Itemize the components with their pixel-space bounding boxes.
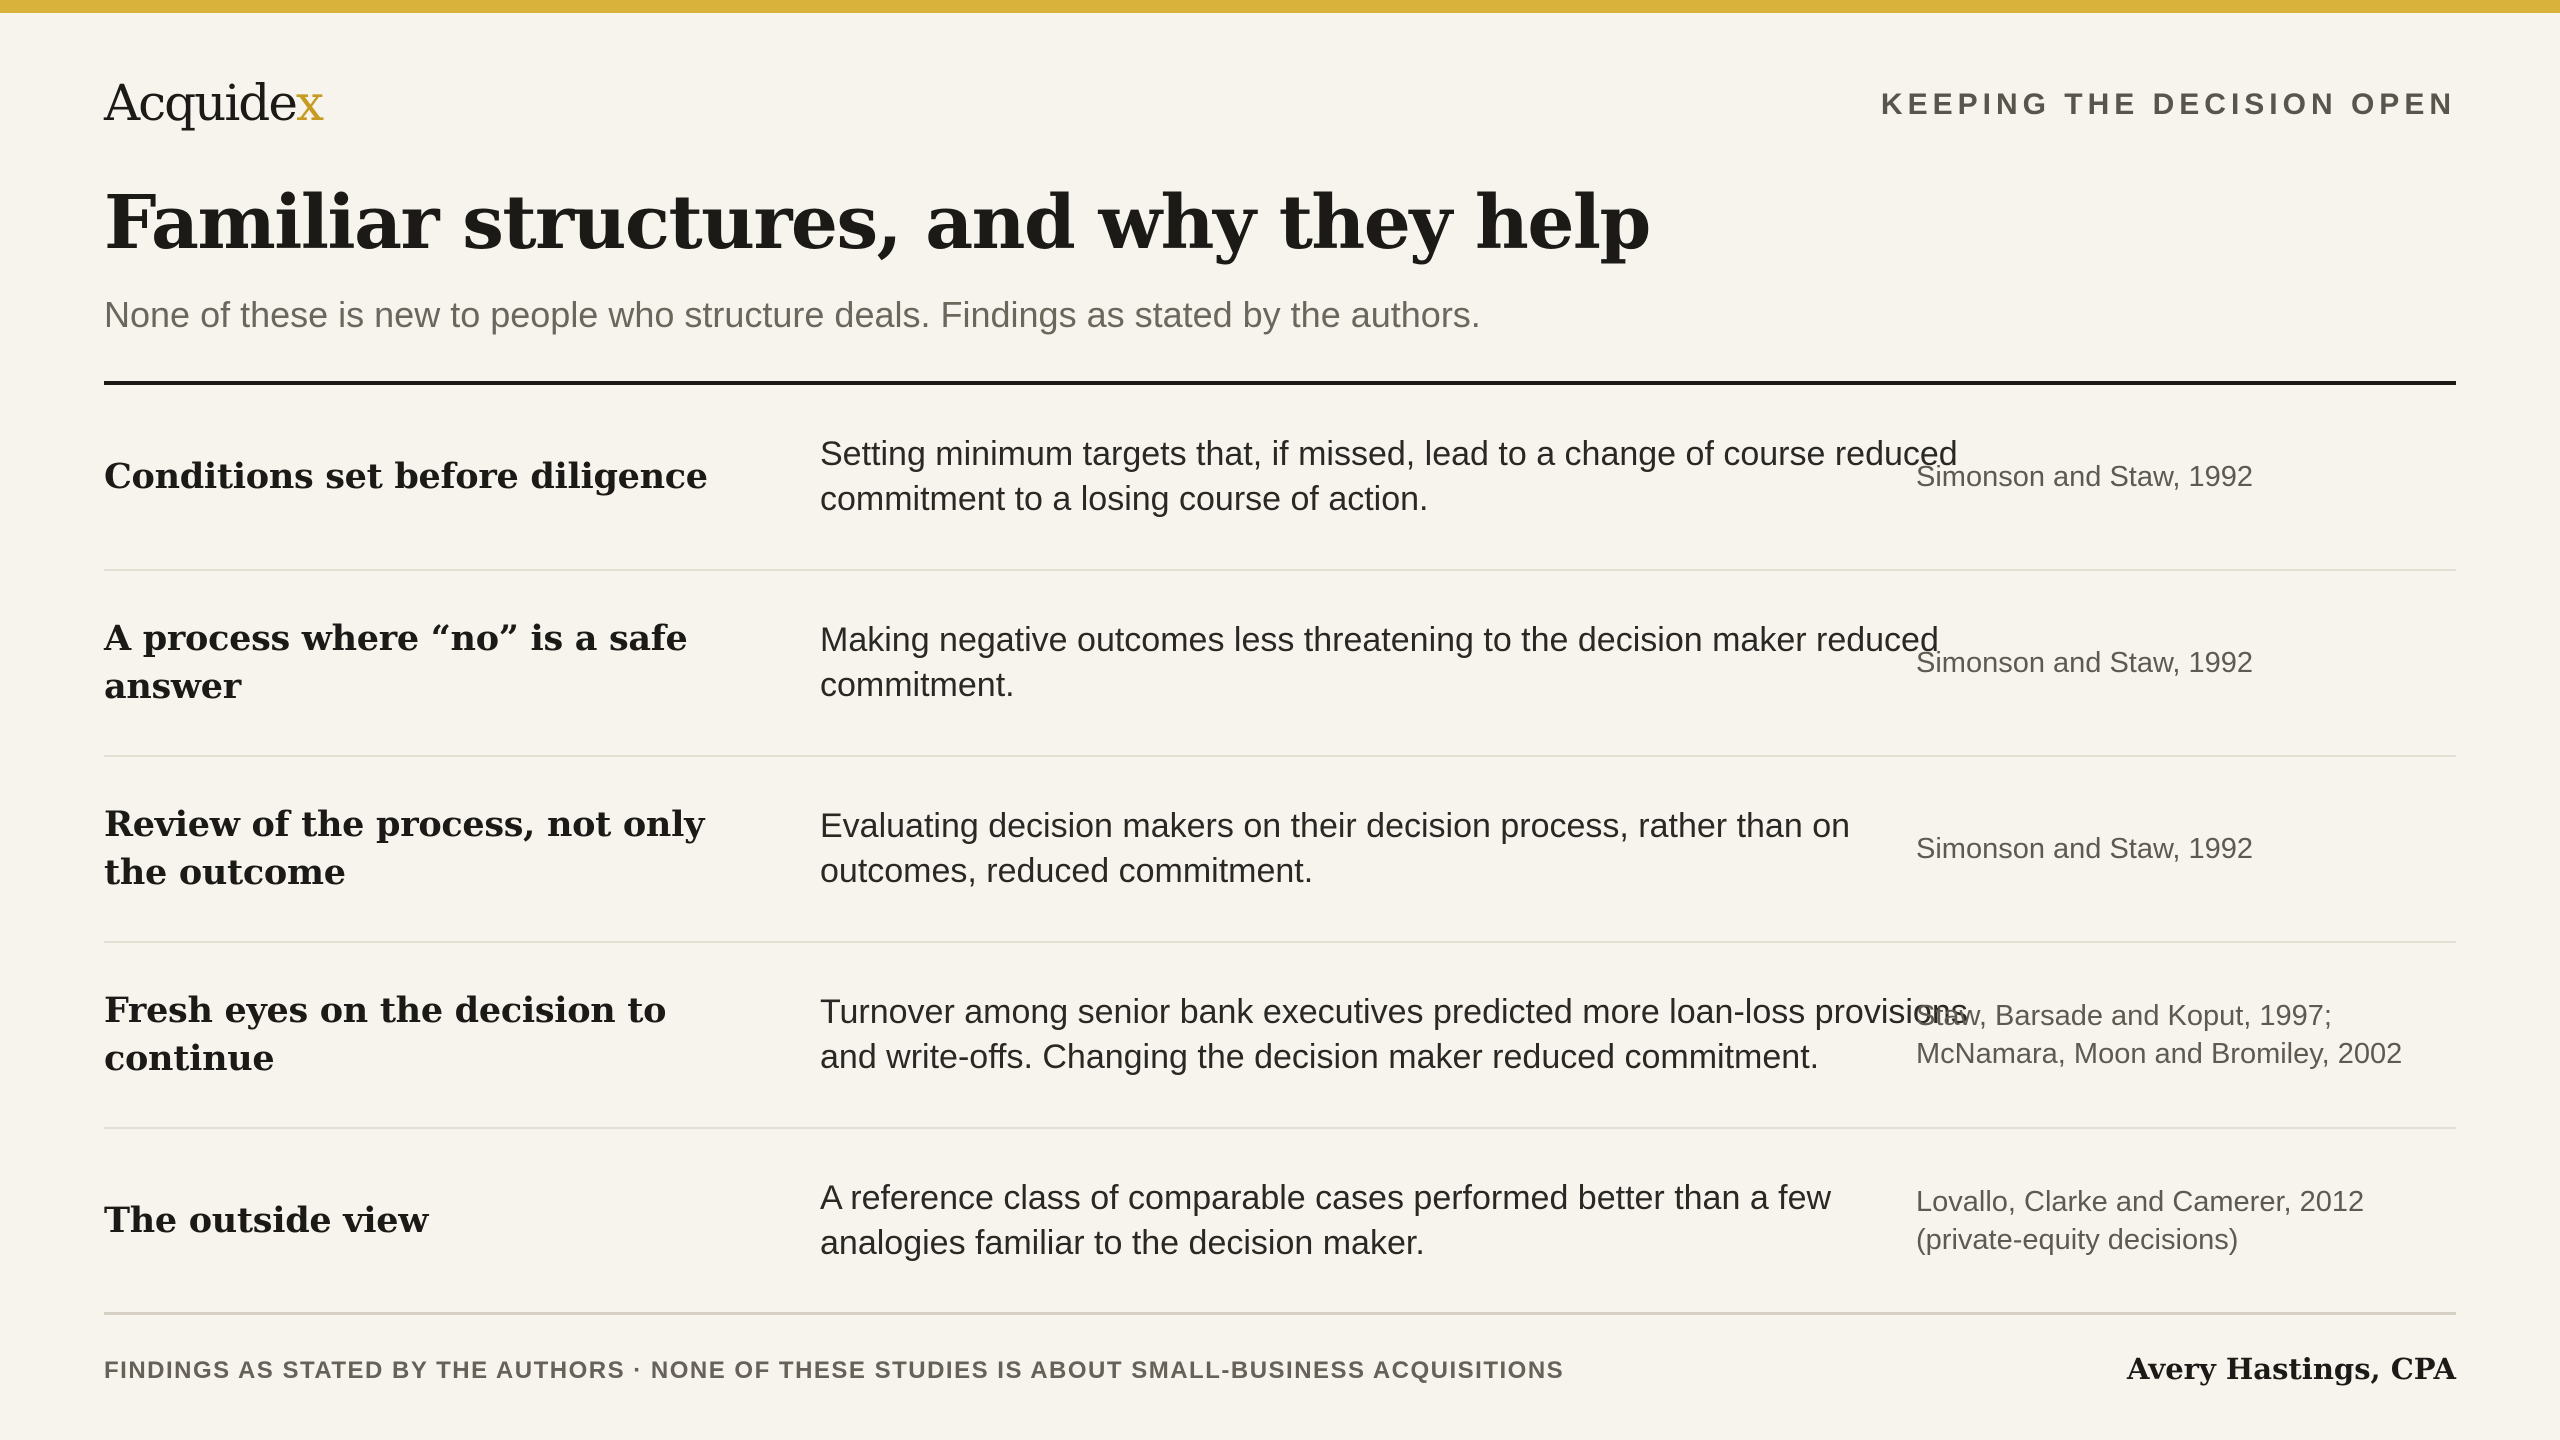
author-name: Avery Hastings, CPA bbox=[2127, 1352, 2456, 1386]
finding-text: Setting minimum targets that, if missed, lead to a change of course reduced commitment to a losing course of action. bbox=[820, 435, 1958, 518]
structure-name: Conditions set before diligence bbox=[104, 456, 708, 497]
table-row bbox=[104, 943, 2456, 1129]
source-citation: Simonson and Staw, 1992 bbox=[1916, 461, 2253, 493]
finding-text: Turnover among senior bank executives predicted more loan-loss provisions and write-offs. Changing the decision maker reduced commitment. bbox=[820, 993, 1968, 1076]
table-row bbox=[104, 1129, 2456, 1315]
accent-top-bar bbox=[0, 0, 2560, 13]
finding-text: A reference class of comparable cases performed better than a few analogies familiar to the decision maker. bbox=[820, 1178, 1832, 1262]
brand-logo bbox=[104, 74, 322, 132]
structure-name: A process where “no” is a safe answer bbox=[104, 618, 688, 707]
structure-name: Fresh eyes on the decision to continue bbox=[104, 990, 667, 1079]
source-citation: Simonson and Staw, 1992 bbox=[1916, 833, 2253, 865]
page-subtitle: None of these is new to people who structure deals. Findings as stated by the authors. bbox=[104, 294, 1481, 335]
logo-accent-letter: x bbox=[295, 74, 323, 132]
structure-name: The outside view bbox=[104, 1199, 429, 1241]
findings-table bbox=[104, 385, 2456, 1315]
structure-name: Review of the process, not only the outcome bbox=[104, 804, 705, 893]
source-citation: Simonson and Staw, 1992 bbox=[1916, 647, 2253, 679]
source-citation: Staw, Barsade and Koput, 1997; McNamara, Moon and Bromiley, 2002 bbox=[1916, 1000, 2403, 1070]
table-row bbox=[104, 385, 2456, 571]
table-row bbox=[104, 571, 2456, 757]
footer-note: FINDINGS AS STATED BY THE AUTHORS · NONE OF THESE STUDIES IS ABOUT SMALL-BUSINESS ACQUISITIONS bbox=[104, 1357, 1565, 1384]
finding-text: Evaluating decision makers on their decision process, rather than on outcomes, reduced commitment. bbox=[820, 807, 1851, 890]
logo-text: Acquide bbox=[104, 74, 296, 132]
finding-text: Making negative outcomes less threatening to the decision maker reduced commitment. bbox=[820, 621, 1939, 704]
table-row bbox=[104, 757, 2456, 943]
page-title: Familiar structures, and why they help bbox=[104, 180, 1650, 266]
header bbox=[104, 70, 2456, 140]
source-citation: Lovallo, Clarke and Camerer, 2012 (private-equity decisions) bbox=[1916, 1185, 2365, 1256]
section-label: KEEPING THE DECISION OPEN bbox=[1880, 88, 2456, 121]
